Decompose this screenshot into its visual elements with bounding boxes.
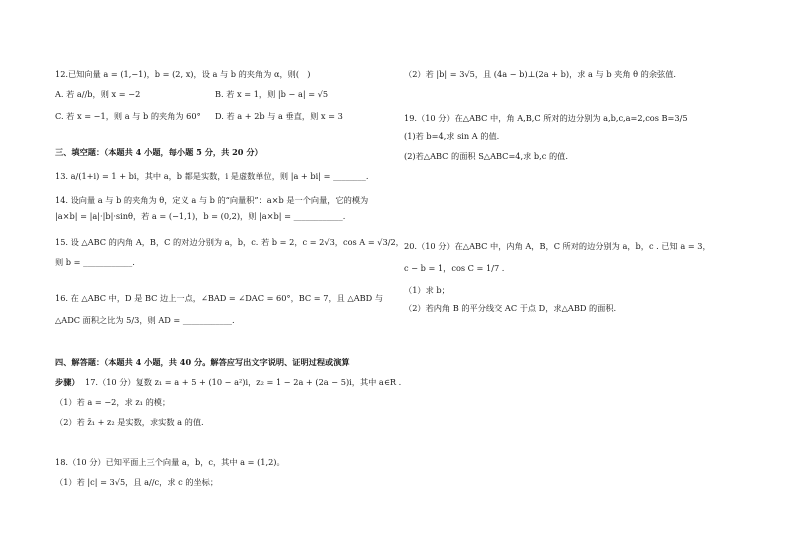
q12-option-d: D. 若 a + 2b 与 a 垂直，则 x = 3 <box>215 111 343 121</box>
q15-line2: 则 b = ____________. <box>55 257 135 267</box>
section-4-heading-cont: 步骤） <box>55 377 80 387</box>
q13: 13. a/(1+i) = 1 + bi，其中 a，b 都是实数，i 是虚数单位，则 |a + bi| = ________. <box>55 171 369 181</box>
q17-part2: （2）若 z̄₁ + z₂ 是实数，求实数 a 的值. <box>55 417 204 427</box>
q18-part2: （2）若 |b| = 3√5，且 (4a − b)⊥(2a + b)，求 a 与 b 夹角 θ 的余弦值. <box>404 69 677 79</box>
q20-line2: c − b = 1，cos C = 1/7 . <box>404 263 505 273</box>
q19-part2: (2)若△ABC 的面积 S△ABC=4,求 b,c 的值. <box>404 151 568 161</box>
q15-line1: 15. 设 △ABC 的内角 A，B，C 的对边分别为 a，b，c. 若 b = 2，c = 2√3，cos A = √3/2， <box>55 237 404 247</box>
q16-line1: 16. 在 △ABC 中，D 是 BC 边上一点，∠BAD = ∠DAC = 60°，BC = 7，且 △ABD 与 <box>55 293 384 303</box>
q12-stem: 12.已知向量 a = (1,−1)，b = (2, x)，设 a 与 b 的夹角为 α，则( ) <box>55 69 311 79</box>
q12-option-a: A. 若 a//b，则 x = −2 <box>55 89 141 99</box>
q12-option-b: B. 若 x = 1，则 |b − a| = √5 <box>215 89 329 99</box>
q20-part1: （1）求 b； <box>404 285 450 295</box>
q20-part2: （2）若内角 B 的平分线交 AC 于点 D，求△ABD 的面积. <box>404 303 617 313</box>
q20-line1: 20.（10 分）在△ABC 中，内角 A，B，C 所对的边分别为 a，b，c . 已知 a = 3， <box>404 241 711 251</box>
q14-line2: |a×b| = |a|·|b|·sinθ，若 a = (−1,1)，b = (0,2)，则 |a×b| = ____________. <box>55 211 346 221</box>
q18: 18.（10 分）已知平面上三个向量 a，b，c，其中 a = (1,2)。 <box>55 457 285 467</box>
q18-part1: （1）若 |c| = 3√5，且 a//c，求 c 的坐标； <box>55 477 219 487</box>
q12-option-c: C. 若 x = −1，则 a 与 b 的夹角为 60° <box>55 111 201 121</box>
q16-line2: △ADC 面积之比为 5/3，则 AD = ____________. <box>55 315 235 325</box>
q17-part1: （1）若 a = −2，求 z₁ 的模； <box>55 397 171 407</box>
q14-line1: 14. 设向量 a 与 b 的夹角为 θ，定义 a 与 b 的“向量积”：a×b 是一个向量，它的模为 <box>55 195 369 205</box>
q17: 17.（10 分）复数 z₁ = a + 5 + (10 − a²)i，z₂ = 1 − 2a + (2a − 5)i，其中 a∈R . <box>85 377 402 387</box>
q19: 19.（10 分）在△ABC 中，角 A,B,C 所对的边分别为 a,b,c,a=2,cos B=3/5 <box>404 113 688 123</box>
section-3-heading: 三、填空题：（本题共 4 小题，每小题 5 分，共 20 分） <box>55 147 263 157</box>
q19-part1: (1)若 b=4,求 sin A 的值. <box>404 131 500 141</box>
section-4-heading: 四、解答题：（本题共 4 小题，共 40 分。解答应写出文字说明、证明过程或演算 <box>55 357 350 367</box>
